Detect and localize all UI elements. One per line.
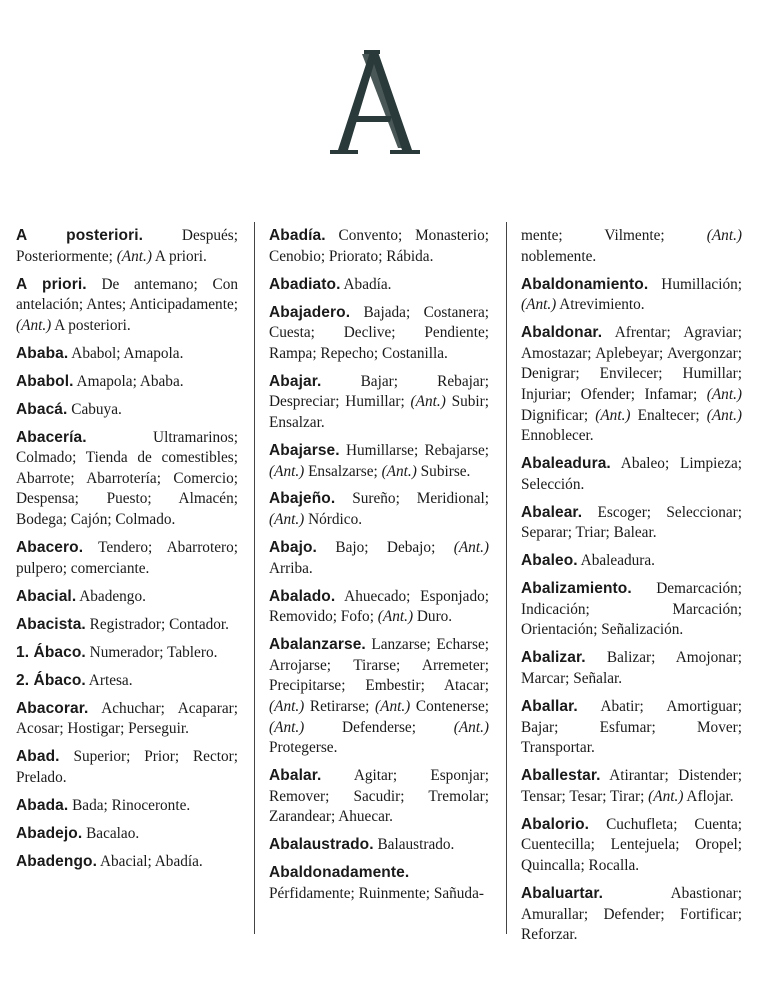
entry-headword: Abacero.: [16, 539, 84, 557]
antonym-marker: (Ant.): [375, 698, 411, 715]
entry-headword: Abalizar.: [521, 649, 586, 667]
entry-headword: Abacá.: [16, 400, 68, 418]
dictionary-entry: [16, 643, 238, 664]
definition-text: Humillación;: [661, 275, 742, 293]
letter-a-glyph: [318, 42, 428, 162]
dictionary-entry: [16, 538, 238, 579]
entry-definition: [344, 276, 392, 293]
definition-text: Balaustrado.: [377, 836, 455, 854]
definition-text: Bajo; Debajo;: [335, 539, 454, 557]
definition-text: Nórdico.: [304, 511, 363, 529]
antonym-marker: (Ant.): [453, 539, 489, 557]
antonym-marker: (Ant.): [269, 698, 305, 715]
dictionary-entry: [521, 454, 742, 495]
dictionary-entry: [269, 538, 489, 579]
definition-text: Arriba.: [269, 559, 313, 577]
entry-definition: [521, 324, 742, 444]
column-divider: [254, 222, 255, 934]
entry-headword: A posteriori.: [16, 227, 144, 244]
definition-text: Dignificar;: [521, 406, 596, 424]
antonym-marker: (Ant.): [706, 227, 742, 244]
entry-headword: Ababa.: [16, 344, 69, 362]
definition-text: Achuchar; Acaparar; Acosar; Hostigar; Perseguir.: [16, 699, 238, 738]
definition-text: Convento; Monasterio; Cenobio; Priorato; Rábida.: [269, 227, 489, 265]
entry-headword: Abalorio.: [521, 815, 590, 833]
definition-text: Bada; Rinoceronte.: [72, 796, 191, 814]
section-letter: [318, 42, 428, 162]
dictionary-entry: [521, 697, 742, 759]
dictionary-entry: [521, 551, 742, 572]
definition-text: Atrevimiento.: [556, 296, 645, 314]
definition-text: Escoger; Seleccionar; Separar; Triar; Balear.: [521, 503, 743, 542]
dictionary-entry: [521, 275, 742, 316]
entry-headword: Abaldonar.: [521, 324, 603, 342]
entry-continuation: [521, 226, 742, 267]
definition-text: Contenerse;: [410, 698, 489, 715]
definition-text: Cuchufleta; Cuenta; Cuentecilla; Lentejuela; Oropel; Quincalla; Rocalla.: [521, 815, 743, 874]
definition-text: Abacial; Abadía.: [99, 852, 203, 870]
dictionary-entry: [16, 852, 238, 873]
entry-headword: 2. Ábaco.: [16, 671, 86, 689]
antonym-marker: (Ant.): [706, 406, 742, 424]
definition-text: Balizar; Amojonar; Marcar; Señalar.: [521, 649, 742, 688]
antonym-marker: (Ant.): [648, 787, 684, 805]
entry-headword: Abadiato.: [269, 275, 341, 293]
dictionary-entry: [269, 441, 489, 482]
dictionary-entry: [269, 587, 489, 628]
antonym-marker: (Ant.): [410, 393, 446, 411]
definition-text: Enaltecer;: [630, 406, 707, 424]
entry-headword: Aballestar.: [521, 767, 601, 785]
definition-text: Tendero; Abarrotero; pulpero; comerciante.: [16, 539, 238, 577]
antonym-marker: (Ant.): [377, 608, 414, 626]
definition-text: Pérfidamente; Ruinmente; Sañuda-: [269, 884, 484, 902]
definition-text: Abaleadura.: [580, 552, 655, 570]
entry-definition: [86, 825, 139, 842]
antonym-marker: (Ant.): [595, 406, 631, 424]
entry-definition: [90, 644, 218, 661]
antonym-marker: (Ant.): [16, 316, 52, 334]
dictionary-entry: [521, 766, 742, 807]
definition-text: A priori.: [151, 247, 207, 265]
definition-text: Amapola; Ababa.: [76, 372, 184, 390]
definition-text: De antemano; Con antelación; Antes; Anticipadamente;: [16, 275, 239, 314]
antonym-marker: (Ant.): [706, 385, 742, 403]
definition-text: Sureño; Meridional;: [352, 490, 489, 508]
entry-definition: [89, 672, 133, 689]
entry-headword: Abaldonadamente.: [269, 864, 410, 882]
definition-text: Bajada; Costanera; Cuesta; Declive; Pendiente; Rampa; Repecho; Costanilla.: [269, 303, 489, 362]
definition-text: Duro.: [413, 608, 453, 626]
entry-headword: Abajarse.: [269, 441, 340, 459]
entry-definition: [581, 552, 655, 569]
dictionary-entry: [521, 815, 742, 877]
entry-definition: [100, 853, 203, 870]
entry-headword: 1. Ábaco.: [16, 643, 86, 661]
dictionary-entry: [269, 835, 489, 856]
dictionary-entry: [16, 747, 238, 788]
dictionary-entry: [521, 579, 742, 641]
definition-text: Abadengo.: [79, 587, 146, 605]
definition-text: Defenderse;: [304, 718, 454, 736]
definition-text: Ahuecado; Esponjado; Removido; Fofo;: [269, 587, 489, 626]
entry-headword: Abalanzarse.: [269, 636, 366, 654]
antonym-marker: (Ant.): [269, 718, 305, 736]
entry-headword: Abacorar.: [16, 699, 89, 717]
entry-definition: [269, 636, 489, 756]
dictionary-entry: [269, 303, 489, 365]
definition-text: Abatir; Amortiguar; Bajar; Esfumar; Mover; Transportar.: [521, 698, 742, 757]
entry-headword: Abacería.: [16, 428, 87, 446]
dictionary-entry: [16, 275, 238, 337]
entry-headword: Abalado.: [269, 587, 336, 605]
antonym-marker: (Ant.): [453, 718, 489, 736]
entry-definition: [71, 345, 183, 362]
entry-headword: Abajar.: [269, 372, 322, 390]
definition-text: Retirarse;: [304, 698, 376, 715]
definition-text: Superior; Prior; Rector; Prelado.: [16, 748, 239, 786]
antonym-marker: (Ant.): [269, 462, 305, 480]
definition-text: Ultramarinos; Colmado; Tienda de comestibles; Abarrote; Abarrotería; Comercio; Despensa; Puesto; Almacén; Bodega; Cajón; Colmado.: [16, 428, 238, 529]
definition-text: Bacalao.: [86, 824, 140, 842]
definition-text: Agitar; Esponjar; Remover; Sacudir; Tremolar; Zarandear; Ahuecar.: [269, 767, 490, 826]
dictionary-entry: [521, 648, 742, 689]
antonym-marker: (Ant.): [521, 296, 557, 314]
entry-headword: Abacial.: [16, 587, 77, 605]
dictionary-entry: [16, 587, 238, 608]
dictionary-entry: [16, 226, 238, 267]
entry-headword: Abalaustrado.: [269, 836, 374, 854]
definition-text: Después; Posteriormente;: [16, 227, 238, 265]
dictionary-entry: [269, 372, 489, 434]
definition-text: Ababol; Amapola.: [71, 344, 184, 362]
entry-headword: Abacista.: [16, 615, 86, 633]
entry-headword: Abaldonamiento.: [521, 275, 649, 293]
definition-text: Afrentar; Agraviar; Amostazar; Aplebeyar; Avergonzar; Denigrar; Envilecer; Humillar; Injuriar; Ofender; Infamar;: [521, 324, 742, 403]
column-2: [269, 226, 489, 912]
dictionary-entry: [16, 344, 238, 365]
dictionary-entry: [16, 400, 238, 421]
dictionary-entry: [269, 226, 489, 267]
definition-text: Numerador; Tablero.: [89, 643, 218, 661]
column-divider: [506, 222, 507, 934]
definition-text: Registrador; Contador.: [89, 615, 230, 633]
entry-headword: Abada.: [16, 796, 69, 814]
entry-headword: Abadejo.: [16, 824, 83, 842]
dictionary-entry: [16, 824, 238, 845]
entry-definition: [377, 836, 454, 853]
definition-text: noblemente.: [521, 247, 597, 265]
dictionary-entry: [269, 863, 489, 904]
definition-text: Atirantar; Distender; Tensar; Tesar; Tirar;: [521, 767, 742, 805]
dictionary-entry: [269, 275, 489, 296]
dictionary-entry: [16, 428, 238, 531]
entry-headword: Abadengo.: [16, 852, 97, 870]
definition-text: Abastionar; Amurallar; Defender; Fortificar; Reforzar.: [521, 884, 742, 944]
entry-headword: Abajo.: [269, 539, 317, 557]
column-3: [521, 226, 742, 953]
entry-definition: [77, 373, 184, 390]
entry-headword: Ababol.: [16, 372, 74, 390]
dictionary-entry: [16, 615, 238, 636]
antonym-marker: (Ant.): [269, 511, 305, 529]
dictionary-entry: [16, 699, 238, 740]
dictionary-entry: [521, 884, 742, 946]
antonym-marker: (Ant.): [116, 247, 152, 265]
definition-text: Cabuya.: [71, 400, 122, 418]
entry-headword: Abaluartar.: [521, 884, 604, 902]
entry-headword: Aballar.: [521, 698, 578, 715]
dictionary-entry: [269, 766, 489, 828]
antonym-marker: (Ant.): [381, 462, 417, 480]
definition-text: Protegerse.: [269, 739, 338, 757]
definition-text: Artesa.: [88, 671, 133, 689]
entry-definition: [90, 616, 229, 633]
definition-text: Lanzarse; Echarse; Arrojarse; Tirarse; Arremeter; Precipitarse; Embestir; Atacar;: [269, 636, 489, 695]
entry-definition: [79, 588, 146, 605]
entry-headword: Abaleo.: [521, 552, 578, 570]
definition-text: Subir; Ensalzar.: [269, 393, 489, 431]
entry-headword: Abaleadura.: [521, 455, 611, 473]
definition-text: Abaleo; Limpieza; Selección.: [521, 455, 742, 493]
dictionary-entry: [269, 489, 489, 530]
definition-text: Demarcación; Indicación; Marcación; Orientación; Señalización.: [521, 580, 742, 639]
definition-text: mente; Vilmente;: [521, 227, 707, 244]
dictionary-entry: [269, 635, 489, 759]
column-1: [16, 226, 238, 880]
entry-headword: Abalizamiento.: [521, 580, 632, 598]
entry-definition: [72, 797, 190, 814]
entry-definition: [71, 401, 122, 418]
dictionary-entry: [521, 503, 742, 544]
dictionary-entry: [16, 372, 238, 393]
definition-text: Subirse.: [416, 462, 471, 480]
entry-definition: [269, 885, 484, 902]
entry-headword: Abajadero.: [269, 303, 351, 321]
definition-text: Ennoblecer.: [521, 427, 594, 445]
definition-text: Humillarse; Rebajarse;: [345, 441, 489, 459]
entry-headword: Abalar.: [269, 767, 322, 785]
dictionary-entry: [521, 323, 742, 447]
definition-text: Abadía.: [343, 275, 392, 293]
entry-headword: Abajeño.: [269, 490, 336, 508]
definition-text: Ensalzarse;: [304, 462, 382, 480]
entry-headword: Abalear.: [521, 503, 583, 521]
definition-text: Aflojar.: [683, 787, 734, 805]
entry-headword: Abadía.: [269, 227, 326, 244]
definition-text: A posteriori.: [51, 316, 131, 334]
dictionary-entry: [16, 671, 238, 692]
dictionary-entry: [16, 796, 238, 817]
definition-text: Bajar; Rebajar; Despreciar; Humillar;: [269, 372, 489, 411]
entry-headword: A priori.: [16, 275, 87, 293]
entry-headword: Abad.: [16, 748, 60, 766]
